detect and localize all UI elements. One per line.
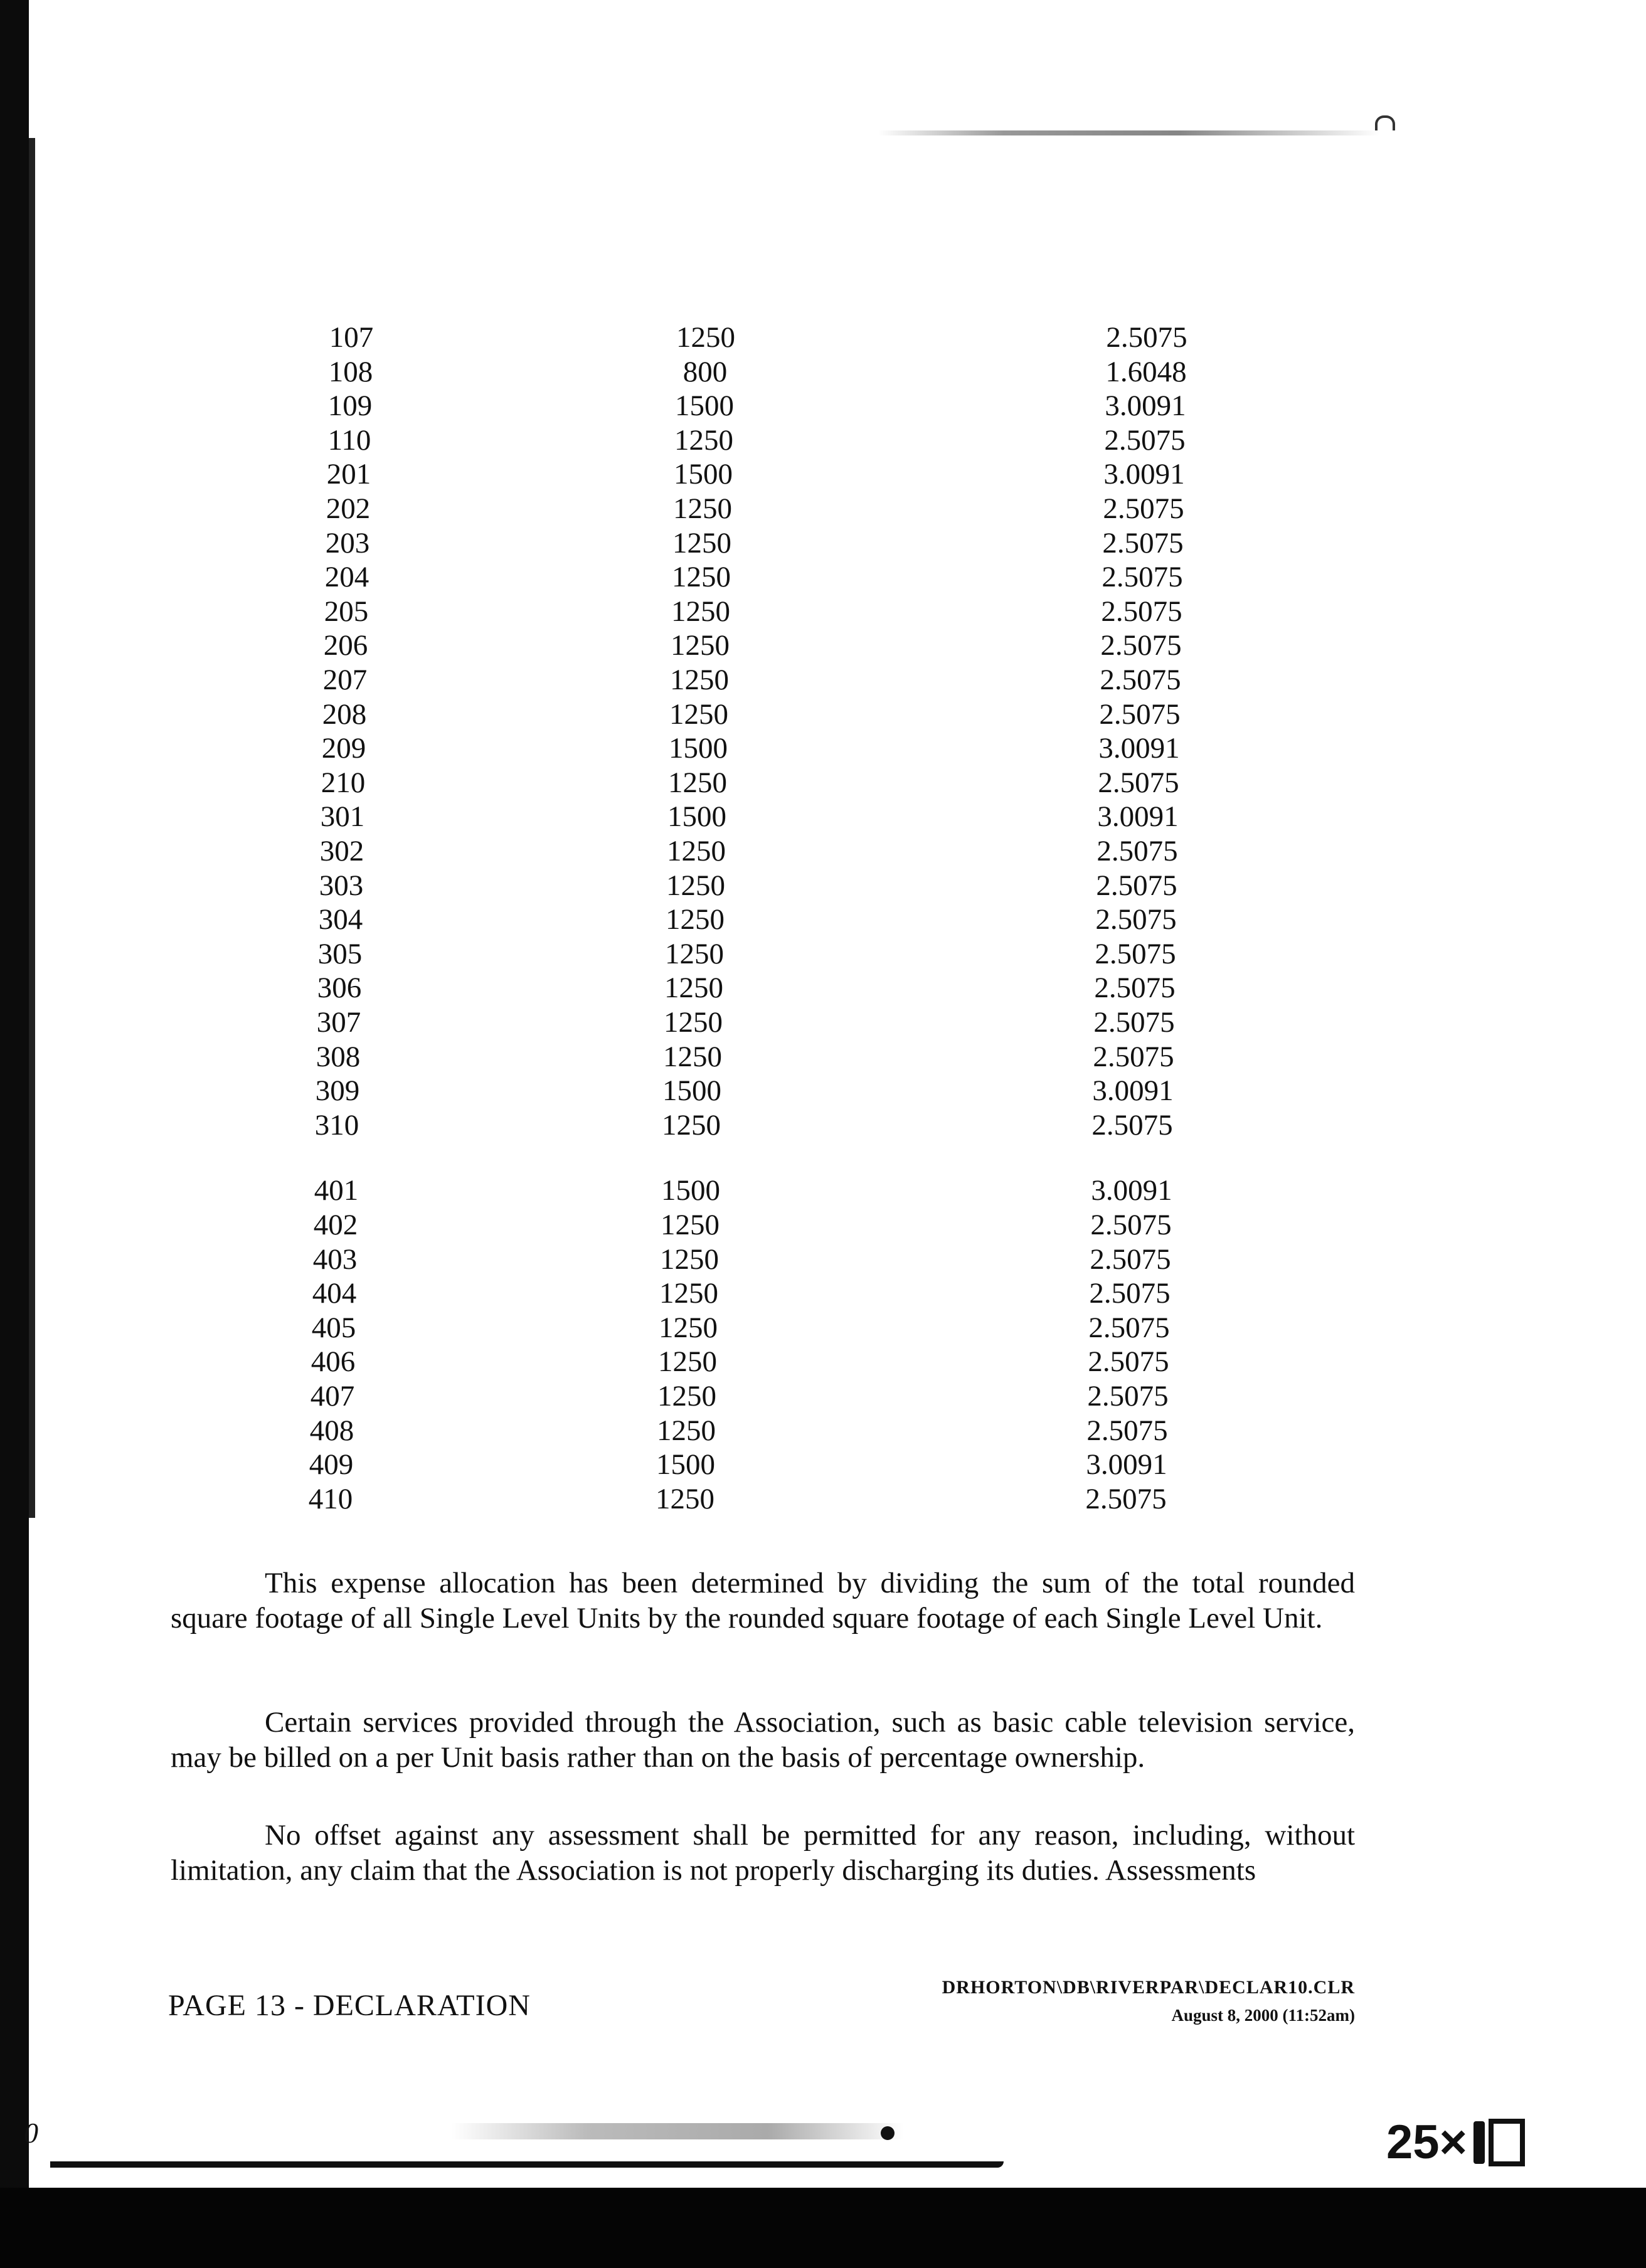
unit-number-cell: 302 [319, 835, 364, 867]
paragraph-text: This expense allocation has been determined by dividing the sum of the total rounded square footage of all Single Level Units by the rounded square footage of each Single Level Unit. [171, 1567, 1355, 1635]
percentage-cell: 2.5075 [1102, 561, 1183, 593]
square-footage-cell: 800 [682, 356, 728, 388]
unit-number-cell: 204 [324, 561, 369, 593]
page-label: PAGE 13 - DECLARATION [168, 1989, 531, 2022]
percentage-cell: 2.5075 [1103, 492, 1184, 525]
square-footage-cell: 1250 [665, 938, 724, 970]
percentage-cell: 3.0091 [1086, 1448, 1167, 1481]
paragraph-text: No offset against any assessment shall be permitted for any reason, including, without limitation, any claim that the Association is not properly discharging its duties. Assessments [171, 1819, 1355, 1887]
unit-number-cell: 206 [323, 629, 368, 662]
unit-number-cell: 402 [313, 1209, 358, 1241]
square-footage-cell: 1250 [672, 527, 731, 559]
table-row [0, 1481, 1646, 1517]
unit-number-cell: 207 [322, 664, 368, 696]
table-row [0, 1207, 1646, 1243]
table-row [0, 457, 1646, 492]
unit-number-cell: 404 [312, 1277, 357, 1310]
square-footage-cell: 1250 [656, 1483, 714, 1515]
percentage-cell: 2.5075 [1093, 1006, 1175, 1039]
square-footage-cell: 1250 [671, 629, 730, 662]
table-row [0, 320, 1646, 355]
table-row [0, 936, 1646, 972]
square-footage-cell: 1250 [671, 595, 730, 628]
square-footage-cell: 1250 [664, 1006, 723, 1039]
unit-number-cell: 309 [315, 1074, 360, 1107]
table-row [0, 834, 1646, 869]
corner-mark: 0 [24, 2117, 38, 2149]
unit-number-cell: 202 [326, 492, 371, 525]
table-row [0, 423, 1646, 458]
percentage-cell: 3.0091 [1103, 458, 1185, 490]
unit-number-cell: 405 [311, 1312, 356, 1344]
table-row [0, 1073, 1646, 1108]
percentage-cell: 2.5075 [1100, 664, 1181, 696]
square-footage-cell: 1250 [667, 835, 726, 867]
percentage-cell: 2.5075 [1089, 1277, 1171, 1310]
unit-number-cell: 108 [328, 356, 373, 388]
unit-number-cell: 409 [309, 1448, 354, 1481]
unit-number-cell: 306 [317, 972, 362, 1004]
unit-number-cell: 203 [325, 527, 370, 559]
square-footage-cell: 1500 [675, 389, 734, 422]
square-footage-cell: 1250 [657, 1414, 716, 1447]
square-footage-cell: 1250 [664, 972, 723, 1004]
percentage-cell: 2.5075 [1096, 835, 1178, 867]
square-footage-cell: 1500 [656, 1448, 715, 1481]
unit-number-cell: 303 [319, 869, 364, 902]
table-row [0, 1242, 1646, 1277]
percentage-cell: 3.0091 [1091, 1174, 1172, 1207]
percentage-cell: 2.5075 [1102, 527, 1184, 559]
percentage-cell: 2.5075 [1091, 1109, 1173, 1142]
percentage-cell: 2.5075 [1106, 321, 1187, 354]
square-footage-cell: 1250 [666, 869, 725, 902]
percentage-cell: 2.5075 [1085, 1483, 1167, 1515]
unit-number-cell: 201 [326, 458, 371, 490]
scan-bottom-band [0, 2188, 1646, 2268]
table-row [0, 731, 1646, 766]
table-row [0, 1039, 1646, 1074]
unit-number-cell: 410 [308, 1483, 353, 1515]
percentage-cell: 2.5075 [1096, 869, 1177, 902]
scan-bottom-smudge [452, 2123, 903, 2139]
percentage-cell: 2.5075 [1100, 629, 1182, 662]
percentage-cell: 1.6048 [1105, 356, 1187, 388]
percentage-cell: 3.0091 [1098, 732, 1180, 765]
table-row [0, 662, 1646, 697]
unit-number-cell: 408 [309, 1414, 354, 1447]
scan-dot [881, 2126, 895, 2140]
square-footage-cell: 1250 [670, 664, 729, 696]
table-row [0, 1005, 1646, 1040]
square-footage-cell: 1500 [662, 1074, 721, 1107]
table-row [0, 559, 1646, 595]
table-row [0, 1413, 1646, 1448]
unit-number-cell: 407 [310, 1380, 355, 1412]
unit-number-cell: 205 [324, 595, 369, 628]
date-stamp: August 8, 2000 (11:52am) [1171, 2006, 1355, 2025]
square-footage-cell: 1250 [672, 561, 731, 593]
percentage-cell: 2.5075 [1101, 595, 1182, 628]
percentage-cell: 2.5075 [1090, 1243, 1171, 1276]
square-footage-cell: 1500 [674, 458, 733, 490]
table-row [0, 628, 1646, 663]
table-row [0, 1310, 1646, 1345]
percentage-cell: 3.0091 [1097, 800, 1179, 833]
square-footage-cell: 1500 [667, 800, 726, 833]
table-row [0, 388, 1646, 423]
percentage-cell: 2.5075 [1093, 1041, 1174, 1073]
square-footage-cell: 1250 [668, 766, 727, 799]
square-footage-cell: 1250 [676, 321, 735, 354]
unit-number-cell: 301 [320, 800, 365, 833]
square-footage-cell: 1250 [662, 1109, 721, 1142]
table-row [0, 868, 1646, 903]
unit-number-cell: 307 [316, 1006, 361, 1039]
square-footage-cell: 1500 [661, 1174, 720, 1207]
table-row [0, 1276, 1646, 1311]
table-row [0, 1344, 1646, 1379]
table-row [0, 970, 1646, 1005]
percentage-cell: 2.5075 [1090, 1209, 1172, 1241]
table-row [0, 526, 1646, 561]
table-row [0, 594, 1646, 629]
unit-number-cell: 310 [314, 1109, 359, 1142]
square-footage-cell: 1250 [661, 1209, 719, 1241]
square-footage-cell: 1250 [657, 1380, 716, 1412]
table-row [0, 1108, 1646, 1143]
paragraph-allocation-method [171, 1566, 1355, 1636]
square-footage-cell: 1250 [674, 424, 733, 457]
square-footage-cell: 1250 [673, 492, 732, 525]
table-row [0, 697, 1646, 732]
unit-number-cell: 208 [322, 698, 367, 731]
percentage-cell: 2.5075 [1098, 766, 1179, 799]
paragraph-no-offset [171, 1818, 1355, 1888]
square-footage-cell: 1250 [669, 698, 728, 731]
table-row [0, 765, 1646, 800]
square-footage-cell: 1250 [666, 903, 725, 936]
unit-number-cell: 209 [321, 732, 366, 765]
square-footage-cell: 1250 [659, 1312, 718, 1344]
square-footage-cell: 1250 [659, 1277, 718, 1310]
square-footage-cell: 1250 [660, 1243, 719, 1276]
unit-number-cell: 304 [318, 903, 363, 936]
table-row [0, 1173, 1646, 1208]
scan-bottom-line [50, 2161, 1004, 2168]
square-footage-cell: 1500 [669, 732, 728, 765]
square-footage-cell: 1250 [658, 1345, 717, 1378]
file-path: DRHORTON\DB\RIVERPAR\DECLAR10.CLR [942, 1977, 1355, 1998]
stamp-text: 25× [1386, 2116, 1467, 2169]
percentage-cell: 2.5075 [1095, 903, 1177, 936]
table-row [0, 491, 1646, 526]
percentage-cell: 2.5075 [1086, 1414, 1168, 1447]
percentage-cell: 2.5075 [1094, 972, 1176, 1004]
table-row [0, 1379, 1646, 1414]
unit-number-cell: 210 [321, 766, 366, 799]
percentage-cell: 3.0091 [1092, 1074, 1174, 1107]
percentage-cell: 2.5075 [1087, 1380, 1169, 1412]
paragraph-text: Certain services provided through the Association, such as basic cable television service, may be billed on a per Unit basis rather than on the basis of percentage ownership. [171, 1706, 1355, 1774]
percentage-cell: 2.5075 [1095, 938, 1176, 970]
scan-stamp [1386, 2115, 1525, 2170]
table-row [0, 1447, 1646, 1482]
table-row [0, 799, 1646, 834]
table-row [0, 354, 1646, 389]
stamp-bar-icon [1473, 2121, 1485, 2164]
square-footage-cell: 1250 [663, 1041, 722, 1073]
percentage-cell: 3.0091 [1105, 389, 1186, 422]
stamp-box-icon [1489, 2119, 1525, 2166]
unit-number-cell: 305 [317, 938, 363, 970]
paragraph-services [171, 1705, 1355, 1775]
unit-number-cell: 107 [329, 321, 374, 354]
unit-number-cell: 403 [312, 1243, 358, 1276]
unit-number-cell: 406 [311, 1345, 356, 1378]
unit-number-cell: 308 [316, 1041, 361, 1073]
percentage-cell: 2.5075 [1099, 698, 1181, 731]
table-row [0, 902, 1646, 937]
unit-number-cell: 109 [327, 389, 373, 422]
percentage-cell: 2.5075 [1088, 1312, 1170, 1344]
unit-number-cell: 110 [327, 424, 371, 457]
unit-number-cell: 401 [314, 1174, 359, 1207]
percentage-cell: 2.5075 [1088, 1345, 1169, 1378]
percentage-cell: 2.5075 [1104, 424, 1186, 457]
